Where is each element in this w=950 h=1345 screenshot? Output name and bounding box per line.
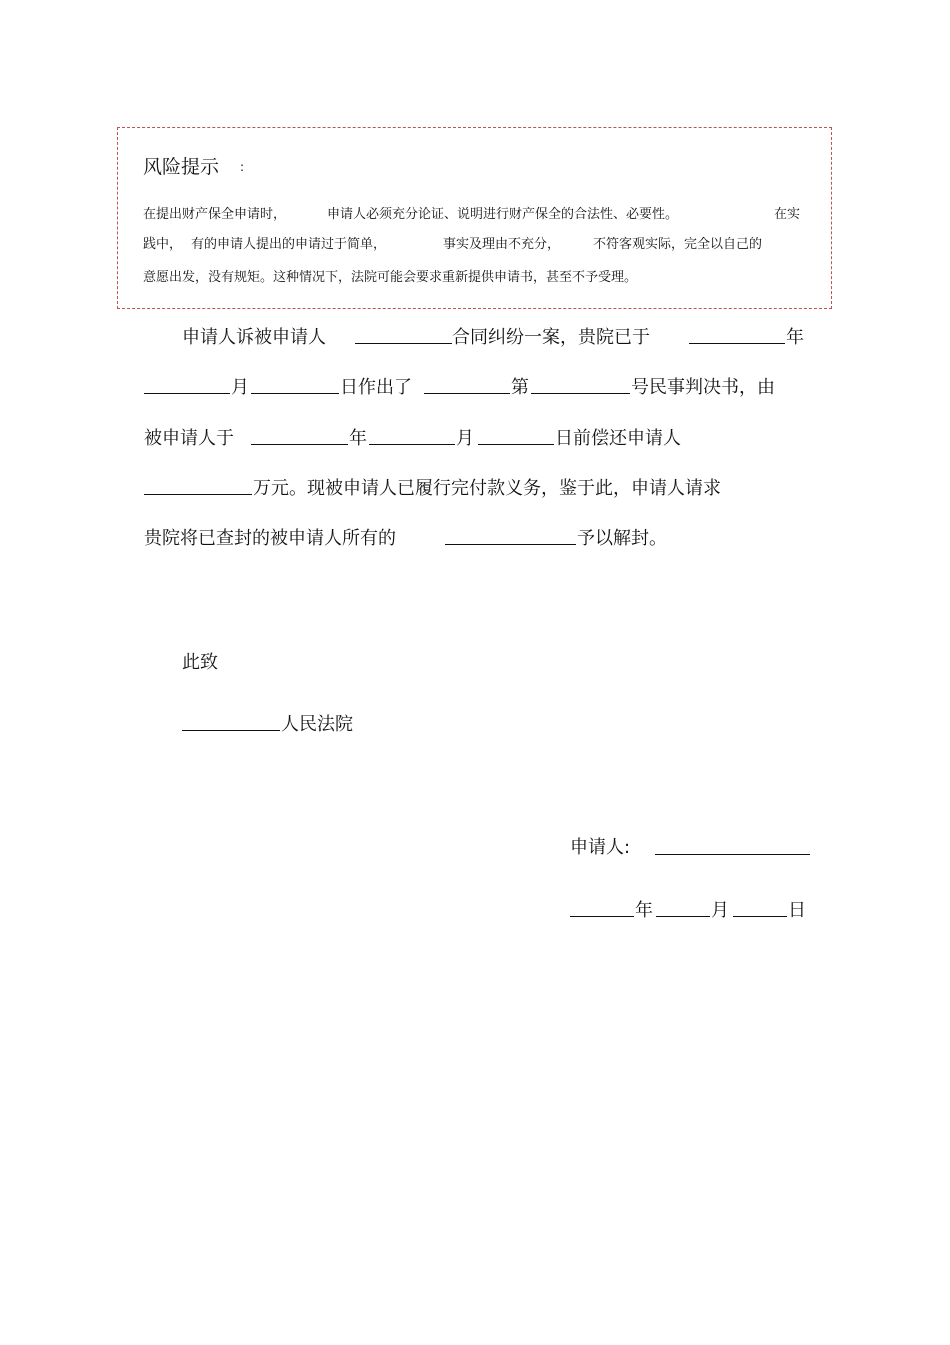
- body-text: 合同纠纷一案，贵院已于: [452, 327, 650, 348]
- body-line-2: [0, 373, 950, 399]
- risk-text: 不符客观实际，完全以自己的: [593, 237, 763, 252]
- amount-blank[interactable]: [144, 494, 252, 495]
- risk-text: 事实及理由不充分，: [443, 237, 561, 252]
- sign-month-label: 月: [711, 900, 729, 921]
- body-text: 号民事判决书，由: [631, 377, 775, 398]
- sign-month-blank[interactable]: [656, 916, 710, 917]
- risk-notice-colon: :: [240, 160, 245, 174]
- repay-day-blank[interactable]: [478, 444, 554, 445]
- sign-date-line: [0, 896, 950, 922]
- body-text: 月: [456, 428, 474, 449]
- judgment-month-blank[interactable]: [144, 393, 230, 394]
- risk-text: 有的申请人提出的申请过于简单，: [191, 237, 387, 252]
- judgment-day-blank[interactable]: [251, 393, 339, 394]
- risk-text: 在提出财产保全申请时，: [143, 207, 287, 222]
- risk-text: 践中，: [143, 237, 183, 252]
- body-text: 年: [349, 428, 367, 449]
- repay-month-blank[interactable]: [369, 444, 455, 445]
- sign-day-label: 日: [788, 900, 806, 921]
- risk-text: 申请人必须充分论证、说明进行财产保全的合法性、必要性。: [327, 207, 679, 222]
- body-text: 万元。现被申请人已履行完付款义务，鉴于此，申请人请求: [253, 478, 721, 499]
- body-line-1: [0, 323, 950, 349]
- sign-year-blank[interactable]: [570, 916, 634, 917]
- repay-year-blank[interactable]: [251, 444, 348, 445]
- body-line-3: [0, 424, 950, 450]
- case-number-blank[interactable]: [531, 393, 630, 394]
- body-text: 予以解封。: [577, 528, 667, 549]
- court-suffix: 人民法院: [281, 714, 353, 735]
- salutation-line: [0, 648, 950, 674]
- court-name-blank[interactable]: [182, 730, 280, 731]
- risk-text: 在实: [774, 207, 801, 222]
- risk-text: 意愿出发，没有规矩。这种情况下，法院可能会要求重新提供申请书，甚至不予受理。: [143, 270, 638, 285]
- salutation: 此致: [182, 652, 218, 673]
- sign-day-blank[interactable]: [733, 916, 787, 917]
- defendant-name-blank[interactable]: [355, 343, 452, 344]
- risk-notice-title: 风险提示: [143, 156, 220, 178]
- seized-property-blank[interactable]: [445, 544, 576, 545]
- case-year-blank[interactable]: [424, 393, 510, 394]
- applicant-name-blank[interactable]: [655, 854, 810, 855]
- body-text: 贵院将已查封的被申请人所有的: [144, 528, 396, 549]
- body-text: 年: [786, 327, 804, 348]
- applicant-label: 申请人:: [570, 837, 631, 858]
- body-text: 日作出了: [340, 377, 412, 398]
- applicant-signature-line: [0, 833, 950, 859]
- body-line-4: [0, 474, 950, 500]
- body-text: 日前偿还申请人: [555, 428, 681, 449]
- body-line-5: [0, 524, 950, 550]
- body-text: 申请人诉被申请人: [182, 327, 326, 348]
- body-text: 第: [511, 377, 529, 398]
- court-line: [0, 710, 950, 736]
- body-text: 月: [231, 377, 249, 398]
- body-text: 被申请人于: [144, 428, 234, 449]
- sign-year-label: 年: [635, 900, 653, 921]
- judgment-year-blank[interactable]: [689, 343, 785, 344]
